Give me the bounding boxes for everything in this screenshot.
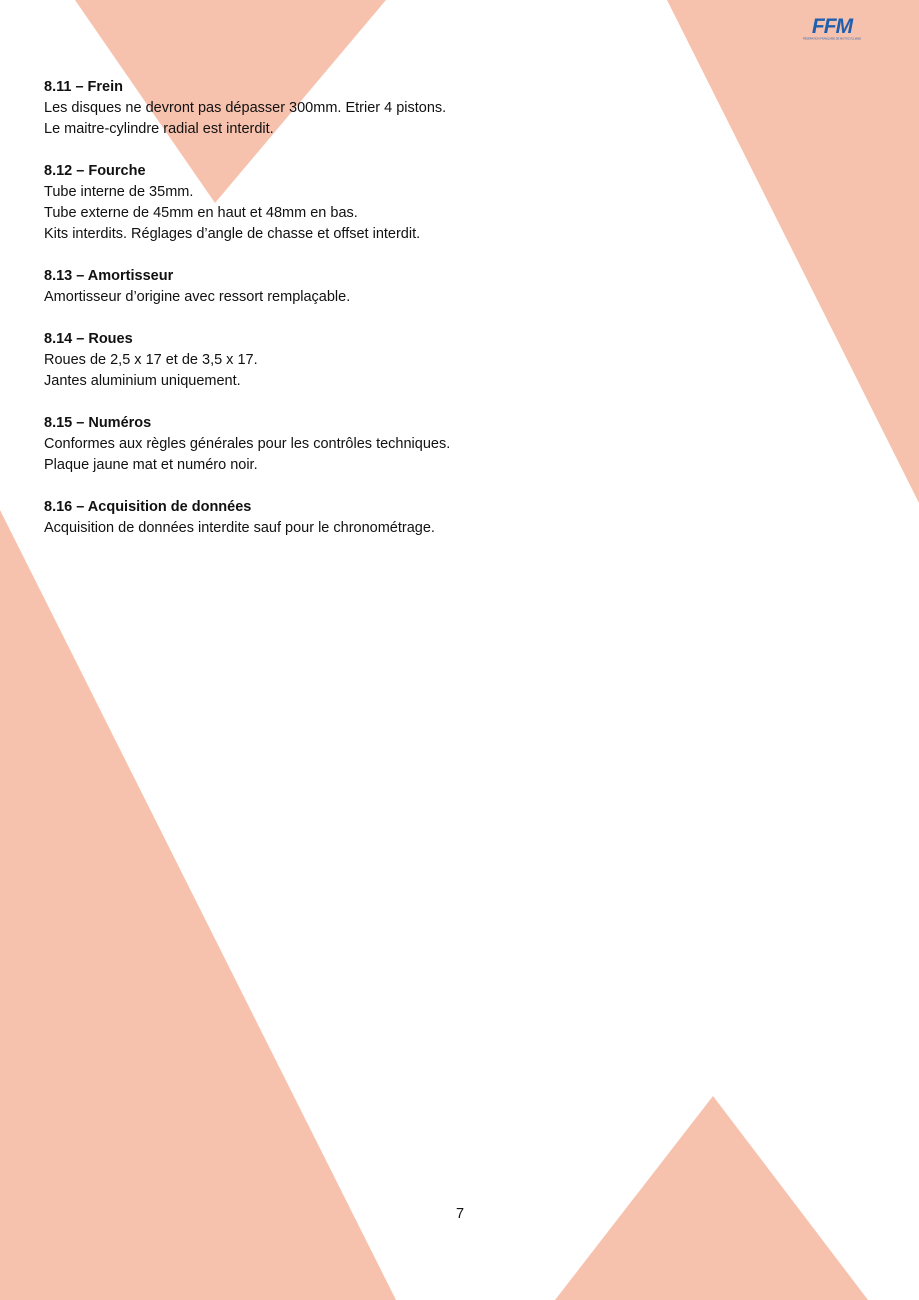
section-text-line: Tube externe de 45mm en haut et 48mm en bas. bbox=[44, 205, 358, 221]
section-title: 8.14 – Roues bbox=[44, 331, 133, 347]
left-diagonal-band-shape bbox=[0, 510, 396, 1300]
section-text-line: Amortisseur d’origine avec ressort remplaçable. bbox=[44, 289, 351, 305]
section-title: 8.15 – Numéros bbox=[44, 415, 152, 431]
section bbox=[44, 497, 604, 539]
section-text-line: Conformes aux règles générales pour les contrôles techniques. bbox=[44, 436, 451, 452]
section-title: 8.12 – Fourche bbox=[44, 163, 146, 179]
top-right-band-shape bbox=[667, 0, 919, 503]
section-title: 8.13 – Amortisseur bbox=[44, 268, 174, 284]
section-text-line: Le maitre-cylindre radial est interdit. bbox=[44, 121, 274, 137]
section-text-line: Acquisition de données interdite sauf pour le chronométrage. bbox=[44, 520, 435, 536]
page-number: 7 bbox=[455, 1206, 465, 1222]
section-text-line: Roues de 2,5 x 17 et de 3,5 x 17. bbox=[44, 352, 258, 368]
section-text-line: Jantes aluminium uniquement. bbox=[44, 373, 241, 389]
section bbox=[44, 329, 604, 392]
section-title: 8.16 – Acquisition de données bbox=[44, 499, 252, 515]
section bbox=[44, 413, 604, 476]
section bbox=[44, 161, 604, 245]
section bbox=[44, 266, 604, 308]
section bbox=[44, 77, 604, 140]
document-body bbox=[44, 77, 604, 560]
section-title: 8.11 – Frein bbox=[44, 79, 123, 95]
logo-tagline: FÉDÉRATION FRANÇAISE DE MOTOCYCLISME bbox=[802, 37, 862, 41]
bottom-right-triangle-shape bbox=[555, 1096, 868, 1300]
section-text-line: Plaque jaune mat et numéro noir. bbox=[44, 457, 258, 473]
ffm-logo-icon bbox=[798, 14, 866, 42]
section-text-line: Tube interne de 35mm. bbox=[44, 184, 194, 200]
logo-text: FFM bbox=[811, 15, 853, 38]
section-text-line: Kits interdits. Réglages d’angle de chasse et offset interdit. bbox=[44, 226, 421, 242]
section-text-line: Les disques ne devront pas dépasser 300mm. Etrier 4 pistons. bbox=[44, 100, 447, 116]
